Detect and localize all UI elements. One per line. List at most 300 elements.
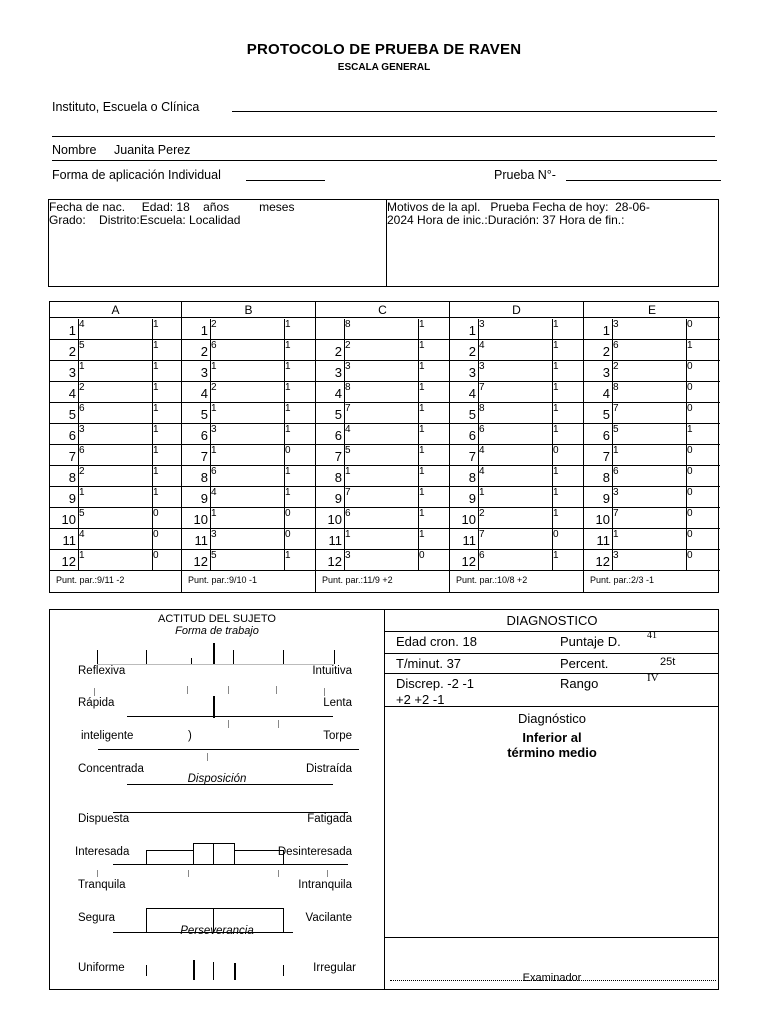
- answer-cell[interactable]: 4: [479, 445, 485, 456]
- pair-8-right: Irregular: [313, 962, 356, 974]
- item-number: 5: [68, 407, 76, 422]
- grid-row: [450, 424, 583, 445]
- grid-row: [316, 508, 449, 529]
- grid-row: [316, 445, 449, 466]
- answer-cell[interactable]: 1: [79, 550, 85, 561]
- answer-cell[interactable]: 2: [211, 382, 217, 393]
- diagnostico-panel: [385, 610, 719, 989]
- disposicion-label: Disposición: [187, 773, 247, 785]
- grid-row: [50, 445, 181, 466]
- grid-row: [182, 424, 315, 445]
- score-cell[interactable]: 1: [419, 508, 425, 519]
- item-number: 9: [468, 491, 476, 506]
- grid-column-header: B: [182, 302, 315, 318]
- answer-cell[interactable]: 1: [613, 445, 619, 456]
- answer-cell[interactable]: 3: [211, 424, 217, 435]
- item-number: 7: [334, 449, 342, 464]
- info-left: [49, 201, 385, 227]
- item-number: 5: [334, 407, 342, 422]
- forma-field[interactable]: [246, 180, 325, 181]
- grid-column-e: [583, 302, 720, 592]
- answer-cell[interactable]: 2: [345, 340, 351, 351]
- answer-cell[interactable]: 6: [345, 508, 351, 519]
- score-cell[interactable]: 1: [419, 466, 425, 477]
- pair-4-right: Fatigada: [307, 813, 352, 825]
- score-cell[interactable]: 0: [687, 508, 693, 519]
- item-number: 4: [200, 386, 208, 401]
- grid-row: [584, 403, 720, 424]
- grid-row: [584, 382, 720, 403]
- answer-cell[interactable]: 1: [211, 403, 217, 414]
- edad-cron: Edad cron. 18: [396, 634, 477, 649]
- answer-grid: [49, 301, 719, 593]
- diag-value-1[interactable]: Inferior al: [522, 730, 582, 745]
- item-number: 12: [193, 554, 208, 569]
- score-cell[interactable]: 0: [153, 550, 159, 561]
- score-cell[interactable]: 1: [419, 445, 425, 456]
- answer-cell[interactable]: 4: [79, 529, 85, 540]
- tminut: T/minut. 37: [396, 656, 462, 671]
- answer-cell[interactable]: 6: [613, 466, 619, 477]
- discrep-line1: Discrep. -2 -1: [396, 676, 475, 691]
- grid-row: [450, 403, 583, 424]
- grid-row: [316, 487, 449, 508]
- score-cell[interactable]: 1: [285, 361, 291, 372]
- answer-cell[interactable]: 5: [79, 340, 85, 351]
- answer-cell[interactable]: 1: [211, 445, 217, 456]
- item-number: 8: [334, 470, 342, 485]
- grid-row: [584, 340, 720, 361]
- score-cell[interactable]: 0: [419, 550, 425, 561]
- item-number: 9: [200, 491, 208, 506]
- item-number: 4: [334, 386, 342, 401]
- answer-cell[interactable]: 8: [613, 382, 619, 393]
- diag-label: Diagnóstico: [518, 711, 586, 726]
- score-cell[interactable]: 0: [553, 529, 559, 540]
- actitud-panel: ACTITUD DEL SUJETO Forma de trabajo Reflexiva Intuitiva Rápida Lenta inteligente ) Torpe Concentrada Distraída Disposición Dispuesta Fatigada Interesada Desinteresada Tranquila Intranquila Segura Vacilante Perseverancia Uniforme Irregular: [50, 610, 384, 989]
- pair-1-right: Lenta: [323, 697, 352, 709]
- score-cell[interactable]: 0: [285, 445, 291, 456]
- score-cell[interactable]: 0: [687, 550, 693, 561]
- pair-0-right: Intuitiva: [312, 665, 352, 677]
- item-number: 7: [468, 449, 476, 464]
- score-cell[interactable]: 1: [153, 424, 159, 435]
- item-number: 8: [68, 470, 76, 485]
- answer-cell[interactable]: 6: [613, 340, 619, 351]
- grid-row: [50, 487, 181, 508]
- score-cell[interactable]: 1: [153, 466, 159, 477]
- grid-row: [182, 340, 315, 361]
- item-number: 9: [602, 491, 610, 506]
- prueba-field[interactable]: [566, 180, 721, 181]
- grid-row: [584, 424, 720, 445]
- pair-4-left: Dispuesta: [78, 813, 130, 825]
- answer-cell[interactable]: 8: [345, 382, 351, 393]
- actitud-title: ACTITUD DEL SUJETO: [158, 613, 276, 625]
- score-cell[interactable]: 0: [285, 529, 291, 540]
- rango-value[interactable]: IV: [647, 672, 659, 684]
- pair-7-left: Segura: [78, 912, 116, 924]
- item-number: 4: [68, 386, 76, 401]
- score-cell[interactable]: 1: [419, 487, 425, 498]
- bottom-section: [49, 609, 719, 990]
- item-number: 2: [334, 344, 342, 359]
- score-cell[interactable]: 0: [687, 403, 693, 414]
- grid-row: [316, 424, 449, 445]
- answer-cell[interactable]: 7: [345, 487, 351, 498]
- item-number: 3: [68, 365, 76, 380]
- grid-row: [182, 508, 315, 529]
- answer-cell[interactable]: 5: [211, 550, 217, 561]
- item-number: 8: [602, 470, 610, 485]
- score-cell[interactable]: 1: [553, 340, 559, 351]
- grid-row: [182, 403, 315, 424]
- grid-column-header: A: [50, 302, 181, 318]
- partial-score: Punt. par.:9/11 -2: [56, 575, 125, 585]
- partial-score: Punt. par.:2/3 -1: [590, 575, 655, 585]
- score-cell[interactable]: 1: [687, 424, 693, 435]
- grid-column-b: [181, 302, 315, 592]
- grid-row: [450, 445, 583, 466]
- score-cell[interactable]: 1: [553, 424, 559, 435]
- grid-row: [182, 550, 315, 571]
- item-number: 2: [602, 344, 610, 359]
- score-cell[interactable]: 1: [419, 424, 425, 435]
- answer-cell[interactable]: 4: [79, 319, 85, 330]
- item-number: 12: [327, 554, 342, 569]
- item-number: 10: [327, 512, 342, 527]
- partial-score: Punt. par.:10/8 +2: [456, 575, 528, 585]
- item-number: 11: [596, 533, 610, 548]
- grid-row: [450, 529, 583, 550]
- score-cell[interactable]: 0: [687, 529, 693, 540]
- grid-row: [450, 487, 583, 508]
- item-number: 2: [468, 344, 476, 359]
- grid-row: [182, 319, 315, 340]
- info-left-line2: Grado: Distrito:Escuela: Localidad: [49, 213, 241, 227]
- score-cell[interactable]: 0: [687, 466, 693, 477]
- score-cell[interactable]: 1: [553, 382, 559, 393]
- score-cell[interactable]: 1: [153, 340, 159, 351]
- answer-cell[interactable]: 7: [479, 382, 485, 393]
- answer-cell[interactable]: 1: [79, 361, 85, 372]
- score-cell[interactable]: 0: [153, 508, 159, 519]
- score-cell[interactable]: 1: [285, 340, 291, 351]
- grid-row: [50, 361, 181, 382]
- grid-row: [316, 466, 449, 487]
- grid-row: [316, 340, 449, 361]
- grid-row: [182, 361, 315, 382]
- pair-5-right: Desinteresada: [277, 846, 352, 858]
- info-box: [48, 199, 719, 287]
- grid-row: [50, 319, 181, 340]
- info-right-line1: Motivos de la apl. Prueba Fecha de hoy: 28-06-: [387, 200, 650, 214]
- percent-value[interactable]: 25t: [660, 656, 676, 668]
- score-cell[interactable]: 0: [687, 487, 693, 498]
- grid-row: [316, 382, 449, 403]
- answer-cell[interactable]: 4: [479, 340, 485, 351]
- examinador-label: Examinador: [522, 972, 582, 984]
- item-number: 6: [200, 428, 208, 443]
- grid-row: [50, 466, 181, 487]
- nombre-label: Nombre: [52, 143, 97, 157]
- grid-row: [50, 529, 181, 550]
- grid-row: [584, 550, 720, 571]
- answer-cell[interactable]: 1: [211, 361, 217, 372]
- item-number: 4: [468, 386, 476, 401]
- score-cell[interactable]: 1: [153, 382, 159, 393]
- score-cell[interactable]: 1: [419, 529, 425, 540]
- grid-row: [584, 529, 720, 550]
- item-number: 2: [200, 344, 208, 359]
- grid-row: [450, 508, 583, 529]
- grid-row: [584, 466, 720, 487]
- answer-cell[interactable]: 1: [345, 529, 351, 540]
- pair-6-right: Intranquila: [298, 879, 352, 891]
- grid-column-d: [449, 302, 583, 592]
- item-number: 10: [61, 512, 76, 527]
- score-cell[interactable]: 1: [419, 403, 425, 414]
- perseverancia-label: Perseverancia: [180, 925, 254, 937]
- score-cell[interactable]: 0: [687, 445, 693, 456]
- score-cell[interactable]: 1: [285, 424, 291, 435]
- answer-cell[interactable]: 3: [345, 361, 351, 372]
- pair-0-left: Reflexiva: [78, 665, 126, 677]
- score-cell[interactable]: 0: [285, 508, 291, 519]
- item-number: 12: [61, 554, 76, 569]
- info-right: [387, 201, 717, 227]
- answer-cell[interactable]: 2: [79, 466, 85, 477]
- item-number: 11: [462, 533, 476, 548]
- score-cell[interactable]: 1: [285, 487, 291, 498]
- answer-cell[interactable]: 6: [211, 340, 217, 351]
- grid-row: [584, 319, 720, 340]
- score-cell[interactable]: 1: [285, 403, 291, 414]
- item-number: 3: [334, 365, 342, 380]
- item-number: 1: [68, 323, 76, 338]
- item-number: 11: [62, 533, 76, 548]
- answer-cell[interactable]: 3: [613, 487, 619, 498]
- item-number: 10: [193, 512, 208, 527]
- pair-1-left: Rápida: [78, 697, 115, 709]
- grid-column-header: D: [450, 302, 583, 318]
- item-number: 9: [334, 491, 342, 506]
- grid-row: [450, 382, 583, 403]
- score-cell[interactable]: 1: [419, 382, 425, 393]
- score-cell[interactable]: 1: [285, 382, 291, 393]
- diagnostico-title: DIAGNOSTICO: [506, 613, 598, 628]
- answer-cell[interactable]: 7: [479, 529, 485, 540]
- score-cell[interactable]: 1: [687, 340, 693, 351]
- grid-row: [584, 445, 720, 466]
- grid-row: [450, 466, 583, 487]
- diag-value-2[interactable]: término medio: [507, 745, 597, 760]
- item-number: 5: [200, 407, 208, 422]
- item-number: 11: [194, 533, 208, 548]
- score-cell[interactable]: 0: [153, 529, 159, 540]
- item-number: 3: [200, 365, 208, 380]
- answer-cell[interactable]: 5: [613, 424, 619, 435]
- answer-cell[interactable]: 4: [211, 487, 217, 498]
- puntaje-value[interactable]: 41: [647, 630, 657, 641]
- grid-column-a: [50, 302, 181, 592]
- answer-cell[interactable]: 5: [79, 508, 85, 519]
- answer-cell[interactable]: 2: [211, 319, 217, 330]
- score-cell[interactable]: 1: [153, 319, 159, 330]
- page-title: PROTOCOLO DE PRUEBA DE RAVEN: [246, 41, 522, 58]
- answer-cell[interactable]: 8: [345, 319, 351, 330]
- forma-label: Forma de aplicación Individual: [52, 168, 221, 182]
- answer-cell[interactable]: 1: [345, 466, 351, 477]
- grid-row: [450, 361, 583, 382]
- answer-cell[interactable]: 2: [613, 361, 619, 372]
- score-cell[interactable]: 1: [153, 403, 159, 414]
- item-number: 3: [468, 365, 476, 380]
- grid-column-header: C: [316, 302, 449, 318]
- score-cell[interactable]: 0: [553, 445, 559, 456]
- grid-row: [316, 319, 449, 340]
- pair-3-left: Concentrada: [78, 763, 144, 775]
- instituto-label: Instituto, Escuela o Clínica: [52, 100, 200, 114]
- answer-cell[interactable]: 3: [613, 319, 619, 330]
- answer-cell[interactable]: 6: [479, 550, 485, 561]
- answer-cell[interactable]: 7: [613, 508, 619, 519]
- item-number: 1: [468, 323, 476, 338]
- answer-cell[interactable]: 2: [479, 508, 485, 519]
- score-cell[interactable]: 1: [285, 319, 291, 330]
- prueba-label: Prueba N°-: [494, 168, 556, 182]
- grid-row: [182, 466, 315, 487]
- item-number: 1: [200, 323, 208, 338]
- info-left-line1: Fecha de nac. Edad: 18 años meses: [49, 200, 295, 214]
- item-number: 12: [595, 554, 610, 569]
- nombre-underline: [52, 160, 717, 161]
- answer-cell[interactable]: 3: [479, 319, 485, 330]
- score-cell[interactable]: 1: [419, 340, 425, 351]
- score-cell[interactable]: 1: [553, 508, 559, 519]
- nombre-value[interactable]: Juanita Perez: [114, 143, 191, 157]
- answer-cell[interactable]: 1: [479, 487, 485, 498]
- grid-row: [182, 382, 315, 403]
- grid-row: [50, 424, 181, 445]
- score-cell[interactable]: 1: [553, 361, 559, 372]
- answer-cell[interactable]: 5: [345, 445, 351, 456]
- item-number: 10: [461, 512, 476, 527]
- score-cell[interactable]: 1: [553, 466, 559, 477]
- answer-cell[interactable]: 1: [79, 487, 85, 498]
- item-number: 8: [200, 470, 208, 485]
- item-number: 11: [328, 533, 342, 548]
- score-cell[interactable]: 1: [285, 550, 291, 561]
- item-number: 10: [595, 512, 610, 527]
- score-cell[interactable]: 1: [553, 319, 559, 330]
- item-number: 1: [602, 323, 610, 338]
- answer-cell[interactable]: 1: [613, 529, 619, 540]
- discrep-line2: +2 +2 -1: [396, 692, 445, 707]
- partial-score: Punt. par.:11/9 +2: [322, 575, 393, 585]
- grid-row: [182, 529, 315, 550]
- pair-8-left: Uniforme: [78, 962, 125, 974]
- score-cell[interactable]: 1: [553, 403, 559, 414]
- score-cell[interactable]: 1: [419, 319, 425, 330]
- item-number: 7: [200, 449, 208, 464]
- score-cell[interactable]: 1: [285, 466, 291, 477]
- answer-cell[interactable]: 4: [479, 466, 485, 477]
- grid-row: [50, 340, 181, 361]
- item-number: 5: [468, 407, 476, 422]
- answer-cell[interactable]: 3: [613, 550, 619, 561]
- item-number: 5: [602, 407, 610, 422]
- pair-2-right: Torpe: [323, 730, 352, 742]
- grid-row: [584, 508, 720, 529]
- answer-cell[interactable]: 6: [79, 445, 85, 456]
- answer-cell[interactable]: 3: [211, 529, 217, 540]
- score-cell[interactable]: 1: [419, 361, 425, 372]
- score-cell[interactable]: 0: [687, 382, 693, 393]
- answer-cell[interactable]: 8: [479, 403, 485, 414]
- item-number: 9: [68, 491, 76, 506]
- answer-cell[interactable]: 3: [79, 424, 85, 435]
- grid-row: [50, 508, 181, 529]
- score-cell[interactable]: 1: [153, 445, 159, 456]
- answer-cell[interactable]: 6: [211, 466, 217, 477]
- pair-6-left: Tranquila: [78, 879, 126, 891]
- item-number: 6: [334, 428, 342, 443]
- item-number: 7: [602, 449, 610, 464]
- grid-row: [50, 403, 181, 424]
- partial-score: Punt. par.:9/10 -1: [188, 575, 258, 585]
- item-number: 6: [68, 428, 76, 443]
- percent-label: Percent.: [560, 656, 609, 671]
- score-cell[interactable]: 1: [153, 361, 159, 372]
- score-cell[interactable]: 1: [153, 487, 159, 498]
- score-cell[interactable]: 0: [687, 361, 693, 372]
- grid-row: [316, 361, 449, 382]
- grid-row: [584, 487, 720, 508]
- grid-row: [450, 550, 583, 571]
- item-number: 3: [602, 365, 610, 380]
- item-number: 6: [468, 428, 476, 443]
- instituto-field[interactable]: [232, 111, 717, 112]
- answer-cell[interactable]: 7: [345, 403, 351, 414]
- item-number: 7: [68, 449, 76, 464]
- answer-cell[interactable]: 6: [79, 403, 85, 414]
- puntaje-label: Puntaje D.: [560, 634, 621, 649]
- answer-cell[interactable]: 3: [479, 361, 485, 372]
- answer-cell[interactable]: 4: [345, 424, 351, 435]
- grid-column-header: E: [584, 302, 720, 318]
- score-cell[interactable]: 1: [553, 550, 559, 561]
- forma-trabajo-label: Forma de trabajo: [175, 625, 259, 637]
- answer-cell[interactable]: 6: [479, 424, 485, 435]
- score-cell[interactable]: 1: [553, 487, 559, 498]
- grid-row: [50, 382, 181, 403]
- answer-cell[interactable]: 3: [345, 550, 351, 561]
- grid-column-c: [315, 302, 449, 592]
- item-number: 8: [468, 470, 476, 485]
- pair-2-left: inteligente: [81, 730, 134, 742]
- answer-cell[interactable]: 1: [211, 508, 217, 519]
- answer-cell[interactable]: 7: [613, 403, 619, 414]
- item-number: 6: [602, 428, 610, 443]
- grid-row: [450, 319, 583, 340]
- grid-row: [316, 550, 449, 571]
- score-cell[interactable]: 0: [687, 319, 693, 330]
- grid-row: [316, 529, 449, 550]
- answer-cell[interactable]: 2: [79, 382, 85, 393]
- grid-row: [182, 445, 315, 466]
- instituto-field-2[interactable]: [52, 136, 715, 137]
